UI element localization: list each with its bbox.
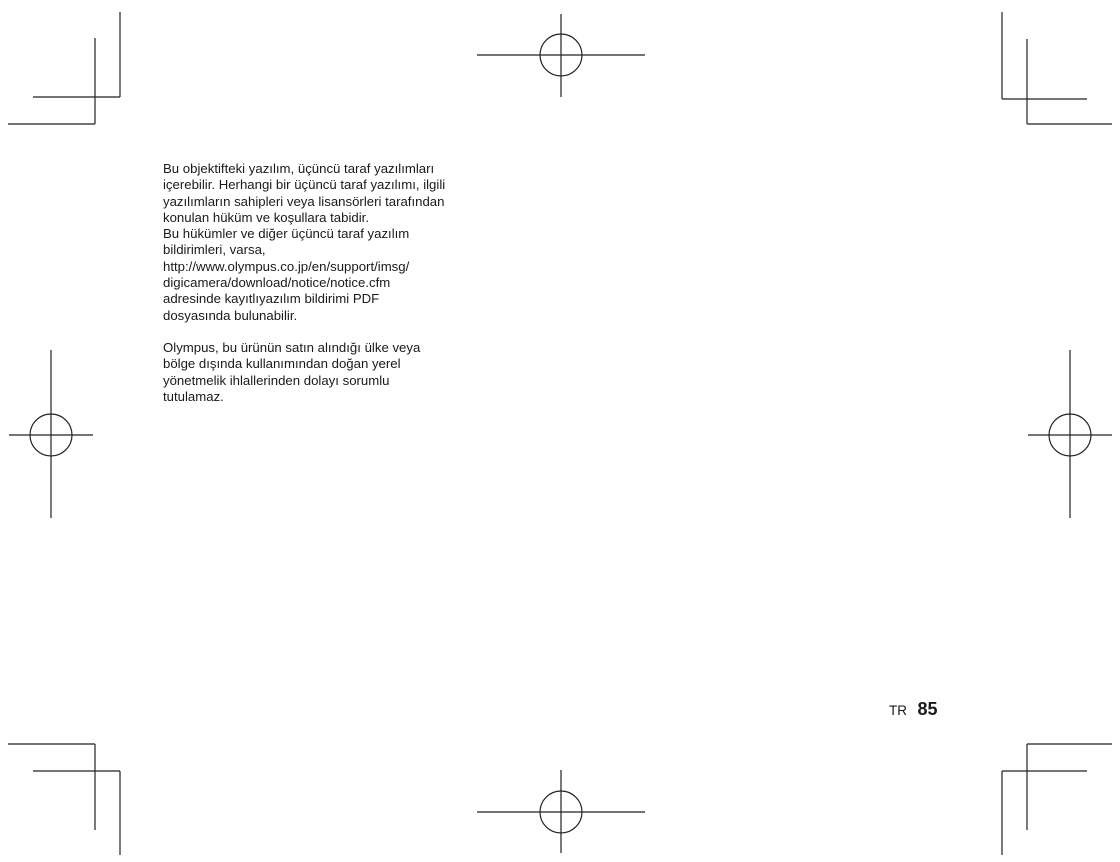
text-line: dosyasında bulunabilir. <box>163 307 298 323</box>
paragraph-third-party-software <box>163 161 563 324</box>
crop-mark-top-right <box>1002 12 1112 124</box>
notice-url-line: http://www.olympus.co.jp/en/support/imsg/ <box>163 258 410 274</box>
text-line: Olympus, bu ürünün satın alındığı ülke veya <box>163 339 421 355</box>
text-line: Bu hükümler ve diğer üçüncü taraf yazılım <box>163 226 410 242</box>
registration-mark-left <box>9 350 93 518</box>
registration-mark-right <box>1028 350 1112 518</box>
registration-mark-top <box>477 14 645 97</box>
text-line: tutulamaz. <box>163 388 224 404</box>
text-line: bildirimleri, varsa, <box>163 242 266 258</box>
text-line: adresinde kayıtlıyazılım bildirimi PDF <box>163 291 380 307</box>
crop-mark-bottom-right <box>1002 744 1112 855</box>
text-line: konulan hüküm ve koşullara tabidir. <box>163 209 369 225</box>
paragraph-liability <box>163 340 563 405</box>
text-line: yönetmelik ihlallerinden dolayı sorumlu <box>163 372 390 388</box>
registration-mark-bottom <box>477 770 645 853</box>
page-number: 85 <box>917 699 938 719</box>
language-code: TR <box>889 703 907 718</box>
text-line: içerebilir. Herhangi bir üçüncü taraf yazılımı, ilgili <box>163 177 446 193</box>
crop-mark-top-left <box>8 12 120 124</box>
text-line: bölge dışında kullanımından doğan yerel <box>163 356 401 372</box>
page-footer <box>889 699 937 720</box>
notice-url-line: digicamera/download/notice/notice.cfm <box>163 275 391 291</box>
body-text <box>163 161 563 405</box>
text-line: Bu objektifteki yazılım, üçüncü taraf yazılımları <box>163 161 435 176</box>
crop-mark-bottom-left <box>8 744 120 855</box>
text-line: yazılımların sahipleri veya lisansörleri tarafından <box>163 193 445 209</box>
